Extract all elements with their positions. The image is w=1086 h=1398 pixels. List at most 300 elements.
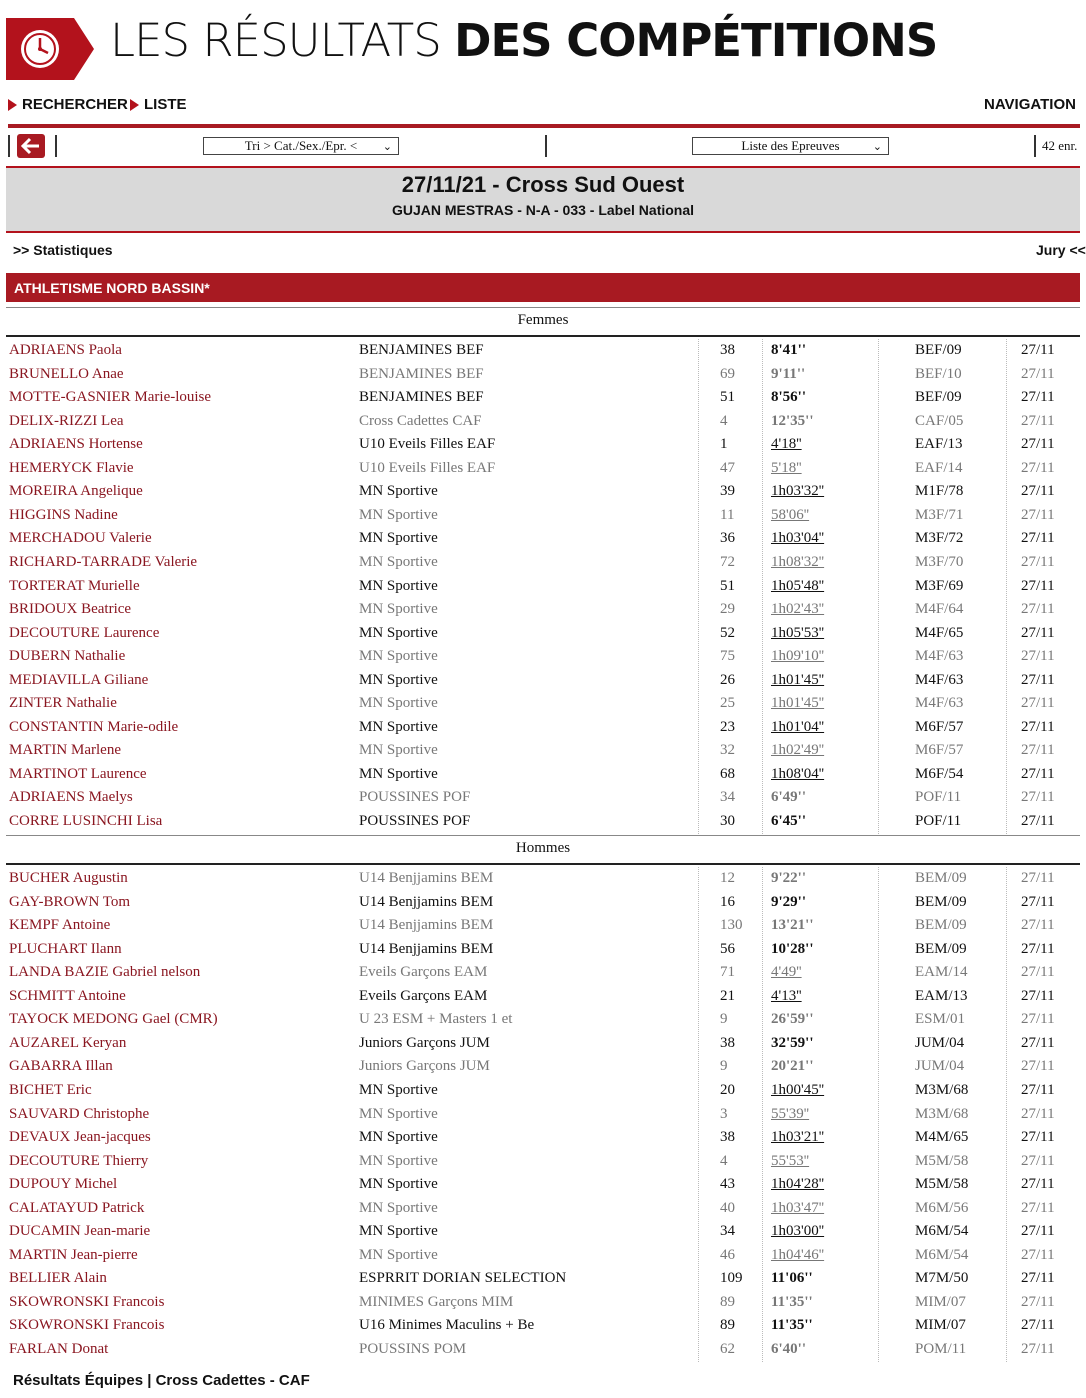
race-date: 27/11	[1021, 342, 1055, 358]
chevron-down-icon: ⌄	[382, 141, 392, 153]
category: MINIMES Garçons MIM	[359, 1293, 514, 1310]
athlete-name[interactable]: MARTIN Jean-pierre	[9, 1246, 138, 1263]
bib-number: 3	[720, 1105, 728, 1122]
table-row	[0, 551, 1080, 575]
table-row	[0, 961, 1080, 985]
result-time[interactable]: 55'53''	[771, 1152, 810, 1169]
athlete-name[interactable]: GABARRA Illan	[9, 1058, 113, 1075]
result-time[interactable]: 58'06''	[771, 506, 810, 523]
result-time: 9'29''	[771, 893, 807, 910]
category-code: M6M/54	[915, 1223, 969, 1240]
athlete-name[interactable]: CALATAYUD Patrick	[9, 1199, 145, 1216]
category-code: POM/11	[915, 1341, 967, 1357]
athlete-name[interactable]: MARTIN Marlene	[9, 742, 121, 759]
category-code: MIM/07	[915, 1317, 966, 1334]
athlete-name[interactable]: DECOUTURE Laurence	[9, 624, 160, 641]
athlete-name[interactable]: ADRIAENS Paola	[9, 342, 122, 358]
column-divider	[698, 339, 699, 834]
category-code: MIM/07	[915, 1293, 966, 1310]
result-time: 6'40''	[771, 1341, 807, 1357]
result-time[interactable]: 5'18''	[771, 459, 802, 476]
race-date: 27/11	[1021, 987, 1055, 1004]
category: BENJAMINES BEF	[359, 365, 484, 382]
athlete-name[interactable]: ADRIAENS Hortense	[9, 436, 143, 453]
bib-number: 46	[720, 1246, 735, 1263]
bib-number: 16	[720, 893, 735, 910]
result-time: 32'59''	[771, 1034, 814, 1051]
list-link[interactable]: LISTE	[130, 96, 187, 113]
event-subtitle: GUJAN MESTRAS - N-A - 033 - Label National	[391, 202, 695, 218]
result-time: 11'06''	[771, 1270, 813, 1287]
category: Juniors Garçons JUM	[359, 1034, 490, 1051]
bib-number: 34	[720, 789, 735, 806]
navigation-link[interactable]: NAVIGATION	[984, 96, 1076, 113]
athlete-name[interactable]: HEMERYCK Flavie	[9, 459, 134, 476]
links-row	[0, 240, 1086, 262]
category-code: POF/11	[915, 813, 962, 829]
category-code: M3F/69	[915, 577, 964, 594]
table-row	[0, 527, 1080, 551]
category-code: M1F/78	[915, 483, 964, 500]
arrow-left-icon	[22, 138, 40, 154]
category: MN Sportive	[359, 1105, 438, 1122]
category: U14 Benjjamins BEM	[359, 917, 494, 934]
category-code: POF/11	[915, 789, 962, 806]
category: MN Sportive	[359, 553, 438, 570]
table-row	[0, 1150, 1080, 1174]
column-divider	[762, 867, 763, 1362]
athlete-name[interactable]: SCHMITT Antoine	[9, 987, 126, 1004]
table-row	[0, 763, 1080, 787]
category: BENJAMINES BEF	[359, 342, 484, 358]
category-code: M4F/63	[915, 671, 964, 688]
result-time: 10'28''	[771, 940, 814, 957]
chevron-down-icon: ⌄	[872, 141, 882, 153]
category-code: BEM/09	[915, 940, 967, 957]
footer-links[interactable]: Résultats Équipes | Cross Cadettes - CAF	[13, 1372, 310, 1389]
athlete-name[interactable]: AUZAREL Keryan	[9, 1034, 127, 1051]
athlete-name[interactable]: SKOWRONSKI Francois	[9, 1293, 165, 1310]
category-code: M6M/54	[915, 1246, 969, 1263]
table-row	[0, 386, 1080, 410]
athlete-name[interactable]: ZINTER Nathalie	[9, 695, 117, 712]
bib-number: 130	[720, 917, 743, 934]
category: MN Sportive	[359, 718, 438, 735]
result-time[interactable]: 1h08'32''	[771, 553, 825, 570]
table-row	[0, 1032, 1080, 1056]
bib-number: 75	[720, 648, 735, 665]
category: U14 Benjjamins BEM	[359, 893, 494, 910]
result-time: 6'45''	[771, 813, 807, 829]
result-time[interactable]: 1h03'47''	[771, 1199, 825, 1216]
table-row	[0, 339, 1080, 363]
race-date: 27/11	[1021, 365, 1055, 382]
athlete-name[interactable]: BELLIER Alain	[9, 1270, 107, 1287]
race-date: 27/11	[1021, 1034, 1055, 1051]
athlete-name[interactable]: LANDA BAZIE Gabriel nelson	[9, 964, 201, 981]
table-row	[0, 669, 1080, 693]
category: MN Sportive	[359, 483, 438, 500]
table-row	[0, 410, 1080, 434]
race-date: 27/11	[1021, 742, 1055, 759]
athlete-name[interactable]: MEDIAVILLA Giliane	[9, 671, 149, 688]
separator	[545, 135, 547, 157]
category-code: BEF/10	[915, 365, 962, 382]
bib-number: 26	[720, 671, 735, 688]
table-row	[0, 985, 1080, 1009]
result-time[interactable]: 4'49''	[771, 964, 802, 981]
category-code: M7M/50	[915, 1270, 969, 1287]
category: BENJAMINES BEF	[359, 389, 484, 406]
category-code: BEM/09	[915, 870, 967, 886]
athlete-name[interactable]: BRIDOUX Beatrice	[9, 601, 132, 618]
bib-number: 38	[720, 1034, 735, 1051]
race-date: 27/11	[1021, 1341, 1055, 1357]
record-count: 42 enr.	[1042, 138, 1078, 153]
bib-number: 4	[720, 412, 728, 429]
result-time[interactable]: 1h02'49''	[771, 742, 825, 759]
bib-number: 56	[720, 940, 735, 957]
table-row	[0, 786, 1080, 810]
category-code: M6F/54	[915, 765, 964, 782]
category: Juniors Garçons JUM	[359, 1058, 490, 1075]
bib-number: 9	[720, 1058, 728, 1075]
category: U10 Eveils Filles EAF	[359, 436, 496, 453]
club-header: ATHLETISME NORD BASSIN*	[6, 273, 1080, 302]
divider	[8, 124, 1080, 128]
bib-number: 29	[720, 601, 735, 618]
category: MN Sportive	[359, 506, 438, 523]
result-time[interactable]: 55'39''	[771, 1105, 810, 1122]
bib-number: 68	[720, 765, 735, 782]
category-code: M4F/63	[915, 648, 964, 665]
table-row	[0, 363, 1080, 387]
athlete-name[interactable]: GAY-BROWN Tom	[9, 893, 131, 910]
events-select[interactable]: Liste des Epreuves ⌄	[692, 137, 889, 155]
race-date: 27/11	[1021, 412, 1055, 429]
result-time[interactable]: 1h01'04''	[771, 718, 825, 735]
athlete-name[interactable]: TORTERAT Murielle	[9, 577, 140, 594]
bib-number: 25	[720, 695, 735, 712]
table-row	[0, 1338, 1080, 1362]
bib-number: 36	[720, 530, 735, 547]
athlete-name[interactable]: MOTTE-GASNIER Marie-louise	[9, 389, 212, 406]
category: Eveils Garçons EAM	[359, 964, 488, 981]
section-header-1: Hommes	[6, 835, 1080, 865]
race-date: 27/11	[1021, 1176, 1055, 1193]
play-arrow-icon	[130, 99, 139, 111]
race-date: 27/11	[1021, 1152, 1055, 1169]
category: POUSSINES POF	[359, 789, 471, 806]
category-code: EAM/14	[915, 964, 968, 981]
separator	[55, 135, 57, 157]
category: MN Sportive	[359, 577, 438, 594]
result-time: 11'35''	[771, 1317, 813, 1334]
bib-number: 20	[720, 1081, 735, 1098]
table-row	[0, 598, 1080, 622]
athlete-name[interactable]: MARTINOT Laurence	[9, 765, 147, 782]
bib-number: 69	[720, 365, 735, 382]
race-date: 27/11	[1021, 1223, 1055, 1240]
table-row	[0, 1008, 1080, 1032]
bib-number: 12	[720, 870, 735, 886]
table-row	[0, 457, 1080, 481]
result-time[interactable]: 1h04'28''	[771, 1176, 825, 1193]
result-time[interactable]: 1h01'45''	[771, 695, 825, 712]
category: MN Sportive	[359, 601, 438, 618]
category-code: BEF/09	[915, 389, 962, 406]
result-time[interactable]: 4'18''	[771, 436, 802, 453]
category-code: M4F/65	[915, 624, 964, 641]
bib-number: 52	[720, 624, 735, 641]
toolbar	[0, 131, 1080, 163]
race-date: 27/11	[1021, 436, 1055, 453]
athlete-name[interactable]: SKOWRONSKI Francois	[9, 1317, 165, 1334]
column-divider	[1006, 867, 1007, 1362]
category: MN Sportive	[359, 742, 438, 759]
category-code: M5M/58	[915, 1176, 969, 1193]
play-arrow-icon	[8, 99, 17, 111]
athlete-name[interactable]: DEVAUX Jean-jacques	[9, 1129, 151, 1146]
result-time[interactable]: 1h03'32''	[771, 483, 825, 500]
race-date: 27/11	[1021, 893, 1055, 910]
athlete-name[interactable]: ADRIAENS Maelys	[9, 789, 133, 806]
result-time[interactable]: 1h05'53''	[771, 624, 825, 641]
result-time[interactable]: 4'13''	[771, 987, 802, 1004]
bib-number: 40	[720, 1199, 735, 1216]
category: MN Sportive	[359, 1223, 438, 1240]
result-time: 13'21''	[771, 917, 814, 934]
athlete-name[interactable]: BUCHER Augustin	[9, 870, 128, 886]
table-row	[0, 1079, 1080, 1103]
category: Eveils Garçons EAM	[359, 987, 488, 1004]
athlete-name[interactable]: KEMPF Antoine	[9, 917, 111, 934]
race-date: 27/11	[1021, 506, 1055, 523]
race-date: 27/11	[1021, 459, 1055, 476]
race-date: 27/11	[1021, 718, 1055, 735]
category: MN Sportive	[359, 1129, 438, 1146]
athlete-name[interactable]: BICHET Eric	[9, 1081, 92, 1098]
table-row	[0, 1173, 1080, 1197]
category-code: M3M/68	[915, 1081, 969, 1098]
result-time[interactable]: 1h03'21''	[771, 1129, 825, 1146]
race-date: 27/11	[1021, 1129, 1055, 1146]
athlete-name[interactable]: CONSTANTIN Marie-odile	[9, 718, 179, 735]
result-time[interactable]: 1h03'04''	[771, 530, 825, 547]
category-code: M3F/70	[915, 553, 964, 570]
athlete-name[interactable]: FARLAN Donat	[9, 1341, 109, 1357]
sort-select[interactable]: Tri > Cat./Sex./Epr. < ⌄	[203, 137, 399, 155]
race-date: 27/11	[1021, 813, 1055, 829]
race-date: 27/11	[1021, 964, 1055, 981]
category: MN Sportive	[359, 1199, 438, 1216]
race-date: 27/11	[1021, 601, 1055, 618]
athlete-name[interactable]: CORRE LUSINCHI Lisa	[9, 813, 163, 829]
statistics-link[interactable]: >> Statistiques	[13, 242, 113, 258]
table-row	[0, 622, 1080, 646]
result-time[interactable]: 1h08'04''	[771, 765, 825, 782]
category: ESPRRIT DORIAN SELECTION	[359, 1270, 567, 1287]
result-time: 12'35''	[771, 412, 814, 429]
table-row	[0, 433, 1080, 457]
result-time[interactable]: 1h02'43''	[771, 601, 825, 618]
table-row	[0, 1267, 1080, 1291]
category-code: M3F/71	[915, 506, 964, 523]
bib-number: 39	[720, 483, 735, 500]
table-row	[0, 480, 1080, 504]
separator	[8, 135, 10, 157]
race-date: 27/11	[1021, 624, 1055, 641]
table-row	[0, 1103, 1080, 1127]
category-code: EAF/13	[915, 436, 963, 453]
category: MN Sportive	[359, 1246, 438, 1263]
result-time[interactable]: 1h00'45''	[771, 1081, 825, 1098]
category: POUSSINS POM	[359, 1341, 467, 1357]
table-row	[0, 504, 1080, 528]
athlete-name[interactable]: BRUNELLO Anae	[9, 365, 124, 382]
race-date: 27/11	[1021, 648, 1055, 665]
category-code: M6F/57	[915, 718, 964, 735]
race-date: 27/11	[1021, 389, 1055, 406]
race-date: 27/11	[1021, 671, 1055, 688]
table-row	[0, 1314, 1080, 1338]
result-time: 11'35''	[771, 1293, 813, 1310]
table-row	[0, 810, 1080, 834]
race-date: 27/11	[1021, 483, 1055, 500]
category-code: M4F/63	[915, 695, 964, 712]
bib-number: 89	[720, 1317, 735, 1334]
clock-logo-icon	[6, 18, 94, 80]
column-divider	[1006, 339, 1007, 834]
result-time: 20'21''	[771, 1058, 814, 1075]
category-code: M6M/56	[915, 1199, 969, 1216]
category: U 23 ESM + Masters 1 et	[359, 1011, 513, 1028]
athlete-name[interactable]: PLUCHART Ilann	[9, 940, 122, 957]
category-code: M4F/64	[915, 601, 964, 618]
race-date: 27/11	[1021, 1270, 1055, 1287]
athlete-name[interactable]: TAYOCK MEDONG Gael (CMR)	[9, 1011, 218, 1028]
category: MN Sportive	[359, 624, 438, 641]
category: MN Sportive	[359, 671, 438, 688]
athlete-name[interactable]: DUCAMIN Jean-marie	[9, 1223, 151, 1240]
table-row	[0, 1244, 1080, 1268]
athlete-name[interactable]: RICHARD-TARRADE Valerie	[9, 553, 198, 570]
table-row	[0, 1197, 1080, 1221]
athlete-name[interactable]: MOREIRA Angelique	[9, 483, 143, 500]
table-row	[0, 739, 1080, 763]
result-time: 9'22''	[771, 870, 807, 886]
race-date: 27/11	[1021, 1293, 1055, 1310]
race-date: 27/11	[1021, 530, 1055, 547]
bib-number: 38	[720, 342, 735, 358]
column-divider	[762, 339, 763, 834]
race-date: 27/11	[1021, 553, 1055, 570]
athlete-name[interactable]: HIGGINS Nadine	[9, 506, 118, 523]
result-time[interactable]: 1h09'10''	[771, 648, 825, 665]
table-row	[0, 867, 1080, 891]
header	[0, 0, 1080, 90]
back-button[interactable]	[17, 134, 45, 158]
bib-number: 38	[720, 1129, 735, 1146]
category: MN Sportive	[359, 1152, 438, 1169]
table-row	[0, 891, 1080, 915]
result-time: 6'49''	[771, 789, 807, 806]
athlete-name[interactable]: DECOUTURE Thierry	[9, 1152, 149, 1169]
table-row	[0, 938, 1080, 962]
table-row	[0, 575, 1080, 599]
category-code: BEM/09	[915, 893, 967, 910]
category: U14 Benjjamins BEM	[359, 940, 494, 957]
category-code: JUM/04	[915, 1058, 965, 1075]
column-divider	[878, 339, 879, 834]
race-date: 27/11	[1021, 1011, 1055, 1028]
bib-number: 9	[720, 1011, 728, 1028]
athlete-name[interactable]: SAUVARD Christophe	[9, 1105, 150, 1122]
race-date: 27/11	[1021, 695, 1055, 712]
table-row	[0, 1126, 1080, 1150]
category: U14 Benjjamins BEM	[359, 870, 494, 886]
athlete-name[interactable]: MERCHADOU Valerie	[9, 530, 152, 547]
top-nav	[0, 94, 1080, 118]
bib-number: 1	[720, 436, 728, 453]
bib-number: 32	[720, 742, 735, 759]
category-code: M4M/65	[915, 1129, 969, 1146]
athlete-name[interactable]: DUBERN Nathalie	[9, 648, 126, 665]
category-code: M3F/72	[915, 530, 964, 547]
result-time: 8'56''	[771, 389, 807, 406]
search-link[interactable]: RECHERCHER	[8, 96, 128, 113]
category: MN Sportive	[359, 648, 438, 665]
result-time[interactable]: 1h04'46''	[771, 1246, 825, 1263]
category-code: BEF/09	[915, 342, 962, 358]
category-code: EAF/14	[915, 459, 963, 476]
bib-number: 51	[720, 577, 735, 594]
bib-number: 4	[720, 1152, 728, 1169]
table-row	[0, 1291, 1080, 1315]
table-row	[0, 1055, 1080, 1079]
result-time[interactable]: 1h01'45''	[771, 671, 825, 688]
race-date: 27/11	[1021, 1081, 1055, 1098]
race-date: 27/11	[1021, 1246, 1055, 1263]
jury-link[interactable]: Jury <<	[1036, 242, 1086, 258]
bib-number: 109	[720, 1270, 743, 1287]
category-code: EAM/13	[915, 987, 968, 1004]
result-time: 9'11''	[771, 365, 806, 382]
table-row	[0, 914, 1080, 938]
result-time[interactable]: 1h03'00''	[771, 1223, 825, 1240]
category: MN Sportive	[359, 530, 438, 547]
race-date: 27/11	[1021, 789, 1055, 806]
category-code: CAF/05	[915, 412, 964, 429]
table-row	[0, 1220, 1080, 1244]
bib-number: 89	[720, 1293, 735, 1310]
category: MN Sportive	[359, 1081, 438, 1098]
race-date: 27/11	[1021, 1199, 1055, 1216]
section-header-0: Femmes	[6, 307, 1080, 337]
category: MN Sportive	[359, 695, 438, 712]
bib-number: 71	[720, 964, 735, 981]
table-row	[0, 645, 1080, 669]
category-code: M6F/57	[915, 742, 964, 759]
result-time[interactable]: 1h05'48''	[771, 577, 825, 594]
page-title: LES RÉSULTATS DES COMPÉTITIONS	[110, 14, 938, 67]
category-code: JUM/04	[915, 1034, 965, 1051]
result-time: 8'41''	[771, 342, 807, 358]
athlete-name[interactable]: DELIX-RIZZI Lea	[9, 412, 124, 429]
bib-number: 30	[720, 813, 735, 829]
race-date: 27/11	[1021, 765, 1055, 782]
athlete-name[interactable]: DUPOUY Michel	[9, 1176, 118, 1193]
